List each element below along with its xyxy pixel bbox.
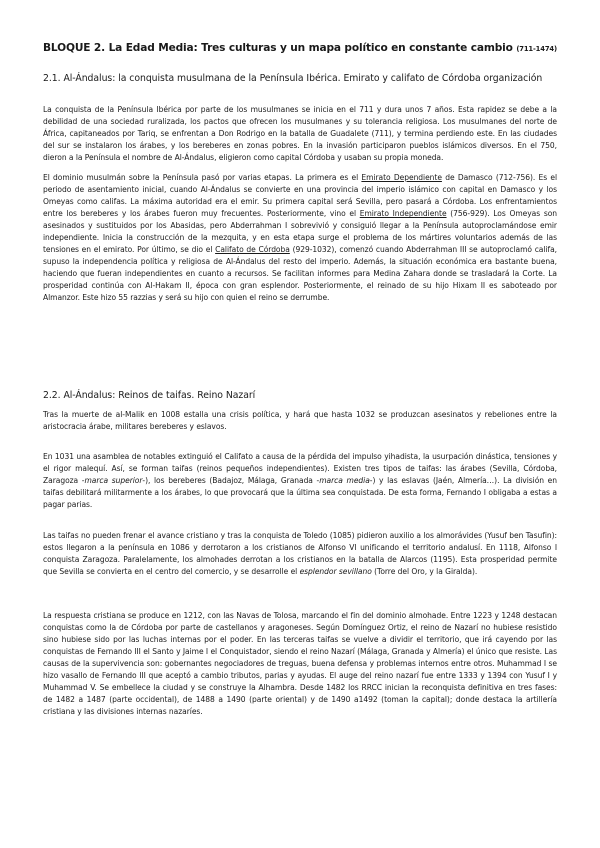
section-2-paragraph-1: Tras la muerte de al-Malik en 1008 estalla una crisis política, y hará que hasta 1032 se produzcan asesinatos y rebeliones entre la aristocracia árabe, militares bereberes y eslavos. [43, 410, 557, 432]
section-2-heading: 2.2. Al-Ándalus: Reinos de taifas. Reino Nazarí [43, 390, 256, 401]
term-emirato-dependiente: Emirato Dependiente [361, 173, 442, 182]
section-1-paragraph-1: La conquista de la Península Ibérica por parte de los musulmanes se inicia en el 711 y dura unos 7 años. Esta rapidez se debe a la debilidad de una sociedad ruralizada, los pactos que ofrecen los musulmanes y su tolerancia religiosa. Los musulmanes del norte de África, capitaneados por Tariq, se enfrentan a Don Rodrigo en la batalla de Guadalete (711), y termina perdiendo este. En las ciudades del sur se instalaron los árabes, y los bereberes en zonas pobres. En la invasión participaron pueblos islámicos diversos. En el 750, dieron a la Península el nombre de Al-Ándalus, eligieron como capital Córdoba y usaban su propia moneda. [43, 105, 557, 163]
section-2-paragraph-2 [43, 451, 557, 511]
paragraph-text: Las taifas no pueden frenar el avance cristiano y tras la conquista de Toledo (1085) pidieron auxilio a los almorávides (Yusuf ben Tasufin): estos llegaron a la península en 1086 y derrotaron a los cristianos de Alfonso VI unificando el territorio andalusí. En 1118, Alfonso I conquista Zaragoza. Paralelamente, los almohades derrotan a los cristianos en la batalla de Alarcos (1195). Esta prosperidad permite que Sevilla se convierta en el centro del comercio, y se desarrolle el [43, 531, 557, 577]
term-emirato-independiente: Emirato Independiente [359, 209, 447, 219]
title-main: BLOQUE 2. La Edad Media: Tres culturas y un mapa político en constante cambio [43, 42, 513, 54]
paragraph-text: de Damasco (712-756). Es el periodo de asentamiento inicial, cuando Al-Ándalus se convierte en una provincia del imperio islámico con capital en Damasco y los Omeyas como califas. La máxima autoridad era el emir. Su primera capital será Sevilla, pero pasará a Córdoba. Los enfrentamientos entre los bereberes y los árabes fueron muy frecuentes. Posteriormente, vino el [43, 173, 557, 219]
term-marca-superior: marca superior [84, 476, 143, 486]
paragraph-text: En 1031 una asamblea de notables extinguió el Califato a causa de la pérdida del impulso yihadista, la usurpación dinástica, tensiones y el rigor malequí. Así, se forman taifas (reinos pequeños independientes). Existen tres tipos de taifas: las árabes (Sevilla, Córdoba, Zaragoza - [43, 452, 557, 486]
paragraph-text: (756-929). Los Omeyas son asesinados y sustituidos por los Abasidas, pero Abderrahman I sobrevivió y consiguió llegar a la Península autoproclamándose emir independiente. Inicia la construcción de la mezquita, y en esta etapa surge el problema de los mártires voluntarios además de las tensiones en el emirato. Por último, se dio el [43, 209, 558, 255]
term-califato-de-cordoba: Califato de Córdoba [215, 245, 290, 255]
paragraph-text: (929-1032), comenzó cuando Abderrahman III se autoproclamó califa, supuso la independencia política y religiosa de Al-Ándalus del resto del imperio. Además, la situación económica era bastante buena, haciendo que fueran independientes en cuanto a recursos. Se facilitan informes para Medina Zahara donde se trasladará la Corte. La prosperidad continúa con Al-Hakam II, época con gran esplendor. Posteriormente, el reinado de su hijo Hixam II es saboteado por Almanzor. Este hizo 55 razzias y será su hijo con quien el reino se derrumbe. [43, 245, 557, 303]
section-2-paragraph-3 [43, 530, 557, 578]
section-2-paragraph-4: La respuesta cristiana se produce en 1212, con las Navas de Tolosa, marcando el fin del dominio almohade. Entre 1223 y 1248 destacan conquistas como la de Córdoba por parte de castellanos y aragoneses. Según Domínguez Ortiz, el reino de Nazarí no hubiese resistido sino hubiese sido por las luchas internas por el poder. En las terceras taifas se vuelve a dividir el territorio, que irá cayendo por las conquistas de Fernando III el Santo y Jaime I el Conquistador, siendo el reino Nazarí (Málaga, Granada y Almería) el único que resiste. Las causas de la supervivencia son: gobernantes negociadores de treguas, buena defensa y problemas internos entre otros. Muhammad I se hizo vasallo de Fernando III que aceptó a cambio tributos, parias y ayudas. El auge del reino nazarí fue entre 1333 y 1394 con Yusuf I y Muhammad V. Se embellece la ciudad y se construye la Alhambra. Desde 1482 los RRCC inician la reconquista definitiva en tres fases: de 1482 a 1487 (parte occidental), de 1488 a 1490 (parte oriental) y de 1490 a1492 (toman la capital); donde destaca la artillería cristiana y las divisiones internas nazaríes. [43, 611, 557, 717]
term-marca-media: marca media [319, 476, 370, 486]
paragraph-text: (Torre del Oro, y la Giralda). [371, 567, 478, 577]
paragraph-text: El dominio musulmán sobre la Península pasó por varias etapas. La primera es el [43, 173, 362, 182]
document-title [43, 42, 573, 54]
term-esplendor-sevillano: esplendor sevillano [299, 567, 372, 577]
paragraph-text: -), los bereberes (Badajoz, Málaga, Granada - [142, 476, 320, 486]
section-1-heading: 2.1. Al-Ándalus: la conquista musulmana de la Península Ibérica. Emirato y califato de Córdoba organización [43, 73, 543, 84]
section-1-paragraph-2 [43, 172, 557, 305]
paragraph-text: -) y las eslavas (Jaén, Almería…). La división en taifas debilitará militarmente a los árabes, lo que provocará que la última sea conquistada. De esta forma, Fernando I obligaba a estas a pagar parias. [43, 476, 557, 510]
title-date-range: (711-1474) [516, 45, 557, 53]
